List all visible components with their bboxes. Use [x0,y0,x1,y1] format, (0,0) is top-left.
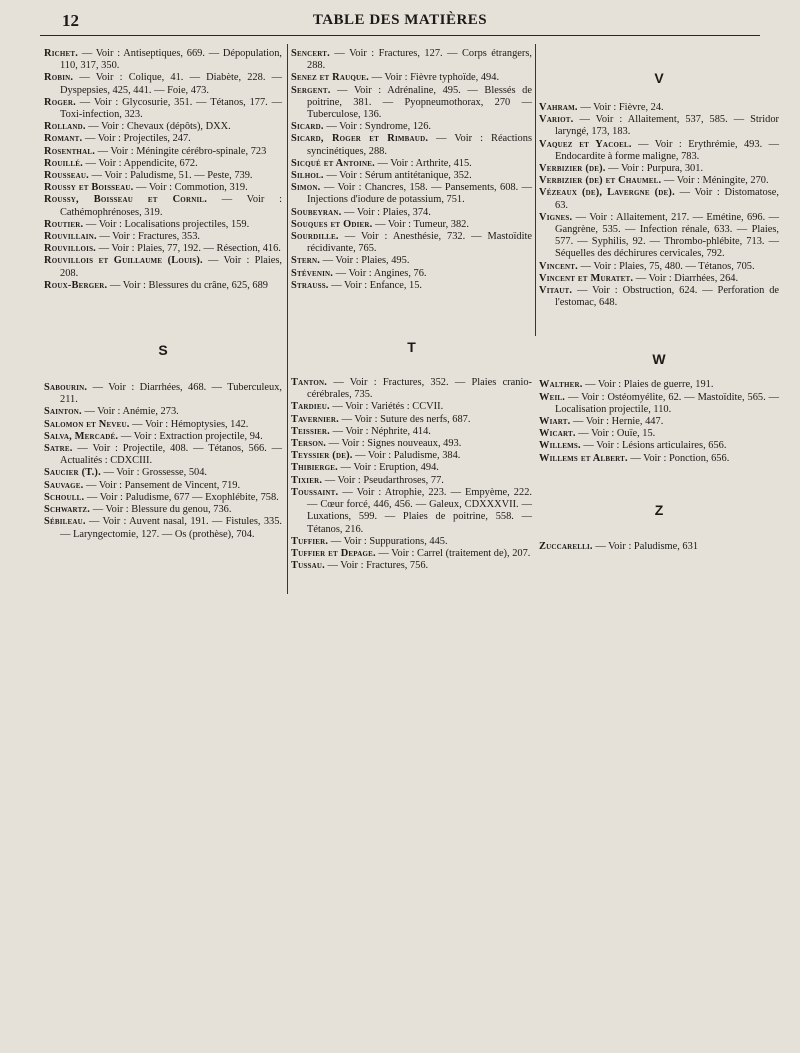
index-entry [44,170,282,182]
author-name: Walther. [539,379,583,391]
entry-references: — Voir : Carrel (traitement de), 207. [375,547,531,559]
running-title: TABLE DES MATIÈRES [312,12,488,28]
author-name: Simon. [291,182,321,194]
index-entry [44,280,282,292]
index-entry [291,48,532,72]
author-name: Salva, Mercadé. [44,430,119,442]
index-entry [44,480,282,492]
section-letter-z: Z [654,501,664,518]
entry-references: — Voir : Paludisme, 677 — Exophlébite, 758. [84,491,279,503]
index-entry [44,97,282,121]
entry-references: — Voir : Glycosurie, 351. — Tétanos, 177. — Toxi-infection, 323. [60,96,282,121]
index-entry [291,377,532,401]
entry-references: — Voir : Diarrhées, 468. — Tuberculeux, 211. [60,382,282,406]
index-section-w [539,379,779,464]
entry-references: — Voir : Anémie, 273. [81,406,179,418]
author-name: Verbizier (de) et Chaumel. [539,175,662,187]
author-name: Tuffier et Depage. [291,547,376,559]
author-name: Richet. [44,48,79,59]
section-letter-t: T [407,339,416,356]
author-name: Vézeaux (de), Lavergne (de). [539,187,675,199]
entry-references: — Voir : Fièvre typhoïde, 494. [368,72,500,84]
entry-references: — Voir : Eruption, 494. [337,462,439,474]
author-name: Roux-Berger. [44,279,108,291]
entry-references: — Voir : Auvent nasal, 191. — Fistules, 335. — Laryngectomie, 127. — Os (prothèse), 704. [60,516,282,540]
index-entry [291,560,532,572]
author-name: Teyssier (de). [291,450,353,462]
index-entry [539,212,779,261]
entry-references: — Voir : Syndrome, 126. [323,121,432,133]
index-entry [539,102,779,114]
column-divider [535,44,536,336]
entry-references: — Voir : Suppurations, 445. [328,535,448,547]
entry-references: — Voir : Adrénaline, 495. — Blessés de poitrine, 381. — Pyopneumothorax, 270 — Tuberculose, 136. [307,84,532,121]
index-entry [291,487,532,536]
index-section-t [291,377,532,572]
index-entry [291,255,532,267]
author-name: Stévenin. [291,267,334,279]
author-name: Tuffier. [291,535,329,547]
index-entry [44,72,282,96]
index-entry [539,416,779,428]
index-entry [291,133,532,157]
author-name: Tanton. [291,377,328,389]
author-name: Sicard, Roger et Rimbaud. [291,133,429,145]
entry-references: — Voir : Projectiles, 247. [82,133,191,145]
entry-references: — Voir : Fractures, 756. [324,560,429,572]
entry-references: — Voir : Chancres, 158. — Pansements, 608. — Injections d'iodure de potassium, 751. [307,182,532,206]
index-entry [291,207,532,219]
author-name: Tardieu. [291,401,330,413]
author-name: Tixier. [291,474,323,486]
index-entry [539,114,779,138]
index-entry [44,382,282,406]
entry-references: — Voir : Blessures du crâne, 625, 689 [107,279,268,291]
author-name: Rosenthal. [44,145,96,157]
author-name: Vahram. [539,102,578,113]
author-name: Senez et Rauque. [291,72,369,84]
index-entry [291,475,532,487]
author-name: Sourdille. [291,231,339,243]
author-name: Salomon et Neveu. [44,418,130,430]
index-entry [44,121,282,133]
index-entry [291,280,532,292]
author-name: Zuccarelli. [539,540,593,552]
index-section-r [44,48,282,292]
author-name: Stern. [291,255,321,267]
index-entry [291,548,532,560]
author-name: Rolland. [44,121,86,133]
index-section-s [44,382,282,541]
author-name: Tavernier. [291,413,339,425]
entry-references: — Voir : Tumeur, 382. [372,218,469,230]
index-entry [539,541,779,553]
author-name: Roger. [44,96,76,108]
index-entry [539,261,779,273]
index-entry [291,182,532,206]
author-name: Sauvage. [44,479,84,491]
index-entry [539,392,779,416]
entry-references: — Voir : Allaitement, 217. — Emétine, 696. — Gangrène, 535. — Infection rénale, 633. — Plaies, 577. — Syphilis, 92. — Thrombo-phlébite, 713. — Séquelles des déchirures cervicales, 792. [555,211,779,260]
author-name: Terson. [291,438,327,450]
author-name: Teissier. [291,425,330,437]
entry-references: — Voir : Diarrhées, 264. [633,272,739,284]
entry-references: — Voir : Blessure du genou, 736. [90,504,232,516]
author-name: Toussaint. [291,486,339,498]
entry-references: — Voir : Plaies, 77, 192. — Résection, 416. [95,243,281,255]
index-entry [44,516,282,540]
entry-references: — Voir : Fractures, 353. [96,231,200,243]
section-letter-v: V [654,70,664,86]
author-name: Sencert. [291,48,330,59]
index-entry [539,175,779,187]
index-entry [44,146,282,158]
index-entry [539,139,779,163]
index-entry [44,158,282,170]
index-entry [539,440,779,452]
author-name: Sicard. [291,121,324,133]
entry-references: — Voir : Obstruction, 624. — Perforation de l'estomac, 648. [555,285,779,309]
index-entry [44,419,282,431]
entry-references: — Voir : Fractures, 127. — Corps étrangers, 288. [307,48,532,72]
index-entry [44,194,282,218]
author-name: Roussy et Boisseau. [44,182,134,194]
entry-references: — Voir : Plaies, 374. [341,206,431,218]
entry-references: — Voir : Arthrite, 415. [374,157,472,169]
entry-references: — Voir : Méningite, 270. [661,175,769,187]
entry-references: — Voir : Localisations projectiles, 159. [83,218,250,230]
entry-references: — Voir : Grossesse, 504. [100,467,207,479]
index-section-v [539,102,779,309]
index-entry [291,268,532,280]
entry-references: — Voir : Plaies, 208. [60,255,282,279]
author-name: Thibierge. [291,462,338,474]
index-section-s-continued [291,48,532,292]
index-section-z [539,541,779,553]
author-name: Schwartz. [44,504,91,516]
author-name: Rouvillois. [44,243,96,255]
author-name: Roussy, Boisseau et Cornil. [44,194,208,206]
author-name: Rouillé. [44,157,83,169]
index-entry [291,438,532,450]
entry-references: — Voir : Plaies, 75, 480. — Tétanos, 705. [577,260,755,272]
entry-references: — Voir : Projectile, 408. — Tétanos, 566. — Actualités : CDXCIII. [60,443,282,467]
index-entry [44,133,282,145]
author-name: Soubeyran. [291,206,342,218]
entry-references: — Voir : Purpura, 301. [605,163,704,175]
author-name: Verbizier (de). [539,163,606,175]
section-letter-s: S [158,342,168,359]
author-name: Rouvillois et Guillaume (Louis). [44,255,203,267]
entry-references: — Voir : Cathémophrénoses, 319. [60,194,282,218]
author-name: Rouvillain. [44,231,97,243]
index-entry [539,379,779,391]
author-name: Sainton. [44,406,82,418]
index-entry [44,219,282,231]
author-name: Vitaut. [539,285,573,297]
entry-references: — Voir : Méningite cérébro-spinale, 723 [95,145,267,157]
entry-references: — Voir : Néphrite, 414. [329,425,431,437]
author-name: Robin. [44,72,74,84]
index-entry [539,428,779,440]
entry-references: — Voir : Pseudarthroses, 77. [322,474,444,486]
index-entry [539,187,779,211]
author-name: Vignes. [539,211,573,223]
entry-references: — Voir : Plaies, 495. [320,255,410,267]
index-entry [291,121,532,133]
author-name: Schoull. [44,491,85,503]
entry-references: — Voir : Erythrémie, 493. — Endocardite à forme maligne, 783. [555,138,779,162]
index-entry [539,285,779,309]
author-name: Willems. [539,440,581,452]
index-entry [291,450,532,462]
author-name: Strauss. [291,279,329,291]
entry-references: — Voir : Plaies de guerre, 191. [582,379,714,391]
index-entry [539,163,779,175]
index-entry [44,48,282,72]
index-column-1 [44,48,282,541]
author-name: Variot. [539,114,574,126]
index-entry [291,85,532,122]
author-name: Sergent. [291,84,331,96]
author-name: Romant. [44,133,83,145]
index-entry [291,158,532,170]
author-name: Vincent. [539,260,578,272]
author-name: Tussau. [291,560,325,572]
index-entry [291,231,532,255]
entry-references: — Voir : Lésions articulaires, 656. [580,440,727,452]
entry-references: — Voir : Appendicite, 672. [82,157,198,169]
author-name: Saucier (T.). [44,467,101,479]
page-header [0,0,800,40]
entry-references: — Voir : Ponction, 656. [627,452,730,464]
index-entry [291,414,532,426]
index-entry [291,170,532,182]
index-entry [291,72,532,84]
index-entry [44,255,282,279]
index-entry [44,182,282,194]
author-name: Sicqué et Antoine. [291,157,375,169]
author-name: Wiart. [539,416,571,428]
index-entry [539,273,779,285]
index-entry [44,231,282,243]
entry-references: — Voir : Extraction projectile, 94. [118,430,263,442]
index-column-3 [539,48,779,553]
author-name: Routier. [44,218,84,230]
entry-references: — Voir : Fractures, 352. — Plaies cranio-cérébrales, 735. [307,377,532,401]
author-name: Silhol. [291,170,324,182]
entry-references: — Voir : Pansement de Vincent, 719. [83,479,241,491]
entry-references: — Voir : Ouïe, 15. [575,428,656,440]
entry-references: — Voir : Hémoptysies, 142. [129,418,249,430]
index-entry [291,219,532,231]
entry-references: — Voir : Sérum antitétanique, 352. [323,170,472,182]
entry-references: — Voir : Anesthésie, 732. — Mastoïdite récidivante, 765. [307,231,532,255]
index-entry [539,453,779,465]
author-name: Satre. [44,443,73,455]
entry-references: — Voir : Paludisme, 51. — Peste, 739. [88,170,253,182]
entry-references: — Voir : Paludisme, 384. [352,450,461,462]
entry-references: — Voir : Variétés : CCVII. [329,401,444,413]
entry-references: — Voir : Ostéomyélite, 62. — Mastoïdite, 565. — Localisation projectile, 110. [555,391,779,415]
entry-references: — Voir : Angines, 76. [333,267,427,279]
author-name: Souques et Odier. [291,218,373,230]
index-entry [44,492,282,504]
entry-references: — Voir : Colique, 41. — Diabète, 228. — Dyspepsies, 425, 441. — Foie, 473. [60,72,282,96]
entry-references: — Voir : Antiseptiques, 669. — Dépopulation, 110, 317, 350. [60,48,282,72]
page-number: 12 [62,11,79,30]
section-letter-w: W [652,351,666,368]
index-entry [44,406,282,418]
index-entry [291,462,532,474]
entry-references: — Voir : Suture des nerfs, 687. [338,413,471,425]
author-name: Weil. [539,391,566,403]
index-entry [291,536,532,548]
index-entry [44,431,282,443]
author-name: Sabourin. [44,382,88,394]
author-name: Vaquez et Yacoel. [539,138,632,150]
index-entry [44,443,282,467]
column-divider [287,44,288,594]
entry-references: — Voir : Enfance, 15. [328,279,423,291]
entry-references: — Voir : Distomatose, 63. [555,187,779,211]
index-entry [44,467,282,479]
entry-references: — Voir : Chevaux (dépôts), DXX. [85,121,231,133]
author-name: Willems et Albert. [539,452,628,464]
entry-references: — Voir : Signes nouveaux, 493. [326,438,462,450]
index-entry [291,426,532,438]
entry-references: — Voir : Paludisme, 631 [592,540,699,552]
author-name: Sébileau. [44,516,86,528]
entry-references: — Voir : Allaitement, 537, 585. — Stridor laryngé, 173, 183. [555,114,779,138]
author-name: Wicart. [539,428,576,440]
index-column-2 [291,48,532,572]
entry-references: — Voir : Fièvre, 24. [577,102,664,113]
index-entry [44,504,282,516]
entry-references: — Voir : Réactions syncinétiques, 288. [307,133,532,157]
header-rule [40,35,760,36]
index-entry [44,243,282,255]
entry-references: — Voir : Atrophie, 223. — Empyème, 222. — Cœur forcé, 446, 456. — Galeux, CDXXXVII. — Luxations, 599. — Plaies de poitrine, 558. — Tétanos, 216. [307,486,532,535]
index-entry [291,401,532,413]
entry-references: — Voir : Commotion, 319. [133,182,248,194]
author-name: Vincent et Muratet. [539,272,634,284]
author-name: Rousseau. [44,170,89,182]
entry-references: — Voir : Hernie, 447. [570,416,664,428]
